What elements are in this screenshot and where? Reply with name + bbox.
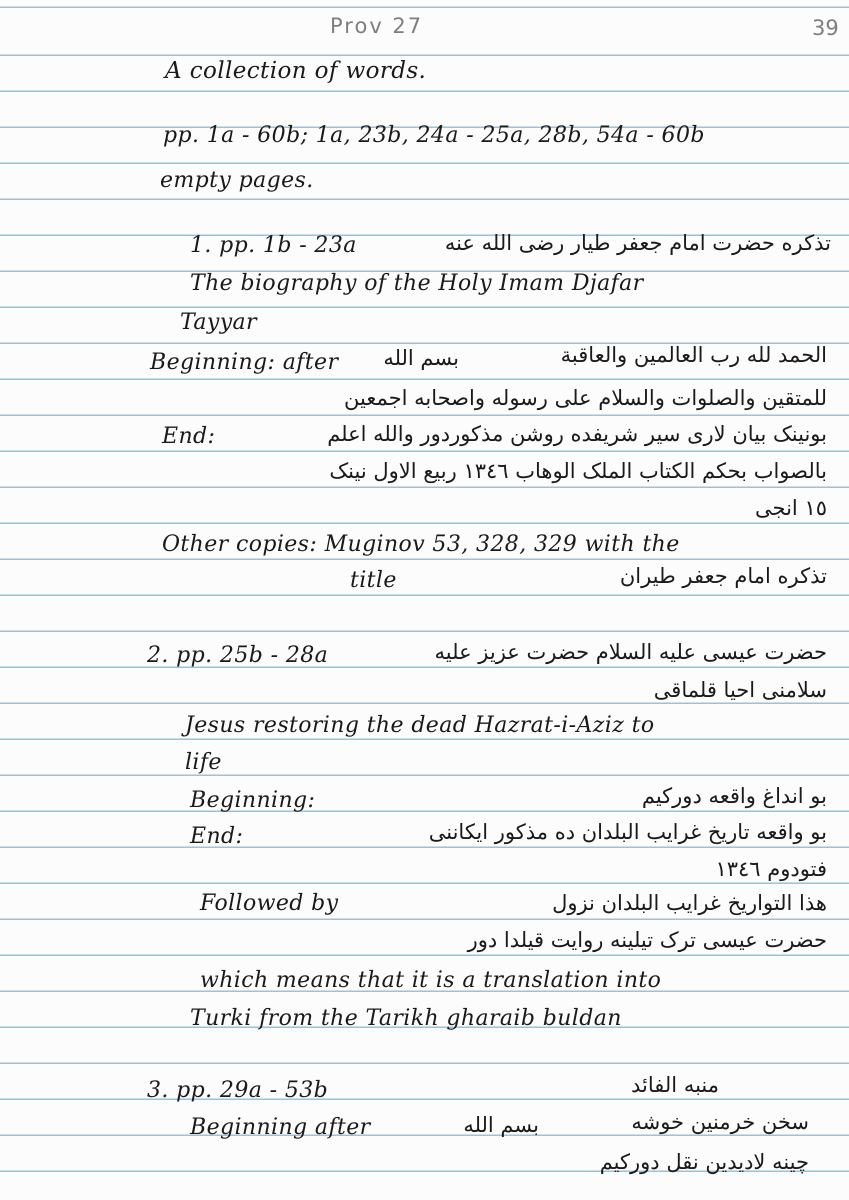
entry-1-arabic-title: تذکره حضرت امام جعفر طیار رضی الله عنه xyxy=(444,231,831,255)
entry-1-end-text-1: بونینک بیان لاری سیر شریفده روشن مذکوردور والله اعلم xyxy=(327,422,827,446)
entry-1-end-text-3: ١٥ انجی xyxy=(755,496,827,520)
entry-1-english-title-1: The biography of the Holy Imam Djafar xyxy=(190,271,644,296)
entry-2-english-title-2: life xyxy=(185,750,222,775)
pages-line-1: pp. 1a - 60b; 1a, 23b, 24a - 25a, 28b, 54a - 60b xyxy=(163,123,705,148)
entry-1-end-text-2: بالصواب بحکم الکتاب الملک الوهاب ١٣٤٦ ربیع الاول نینک xyxy=(329,459,827,483)
entry-2-arabic-title-2: سلامنی احیا قلماقی xyxy=(653,678,827,702)
entry-3-beginning-bismillah: بسم الله xyxy=(463,1113,539,1137)
entry-2-beginning-label: Beginning: xyxy=(190,788,316,813)
entry-2-followed-label: Followed by xyxy=(200,891,339,916)
entry-1-beginning-label: Beginning: after xyxy=(150,350,339,375)
entry-1-other-copies-1: Other copies: Muginov 53, 328, 329 with the xyxy=(162,532,680,557)
entry-1-other-copies-2: title xyxy=(350,568,397,593)
pages-line-2: empty pages. xyxy=(160,168,314,193)
entry-1-other-copies-arabic: تذکره امام جعفر طیران xyxy=(619,564,827,588)
page-number: 39 xyxy=(812,16,839,40)
entry-2-followed-text-2: حضرت عیسی ترک تیلینه روایت قیلدا دور xyxy=(467,928,827,952)
entry-1-beginning-bismillah: بسم الله xyxy=(383,346,459,370)
entry-2-english-title-1: Jesus restoring the dead Hazrat-i-Aziz to xyxy=(185,713,655,738)
entry-1-pages: 1. pp. 1b - 23a xyxy=(190,233,357,258)
entry-2-note-2: Turki from the Tarikh gharaib buldan xyxy=(190,1006,622,1031)
entry-2-note-1: which means that it is a translation into xyxy=(200,968,662,993)
shelfmark: Prov 27 xyxy=(330,14,424,38)
entry-1-end-label: End: xyxy=(162,424,216,449)
entry-2-end-text-2: فتودوم ١٣٤٦ xyxy=(715,857,827,881)
entry-2-end-text-1: بو واقعه تاریخ غرایب البلدان ده مذکور ایکاننی xyxy=(428,820,827,844)
entry-3-beginning-label: Beginning after xyxy=(190,1115,371,1140)
entry-3-arabic-title: منبه الفائد xyxy=(631,1073,719,1097)
entry-2-followed-text-1: هذا التواریخ غرایب البلدان نزول xyxy=(552,891,827,915)
entry-2-beginning-text: بو انداغ واقعه دورکیم xyxy=(641,784,827,808)
entry-1-beginning-text-2: للمتقین والصلوات والسلام علی رسوله واصحابه اجمعین xyxy=(344,386,827,410)
entry-2-arabic-title-1: حضرت عیسی علیه السلام حضرت عزیز علیه xyxy=(434,640,827,664)
entry-2-pages: 2. pp. 25b - 28a xyxy=(147,643,329,668)
entry-1-english-title-2: Tayyar xyxy=(180,310,257,335)
collection-title: A collection of words. xyxy=(165,58,427,84)
entry-1-beginning-text-1: الحمد لله رب العالمین والعاقبة xyxy=(560,343,827,367)
entry-3-beginning-text-2: چینه لادیدین نقل دورکیم xyxy=(599,1150,809,1174)
entry-3-beginning-text-1: سخن خرمنین خوشه xyxy=(631,1110,809,1134)
entry-3-pages: 3. pp. 29a - 53b xyxy=(147,1078,329,1103)
entry-2-end-label: End: xyxy=(190,824,244,849)
